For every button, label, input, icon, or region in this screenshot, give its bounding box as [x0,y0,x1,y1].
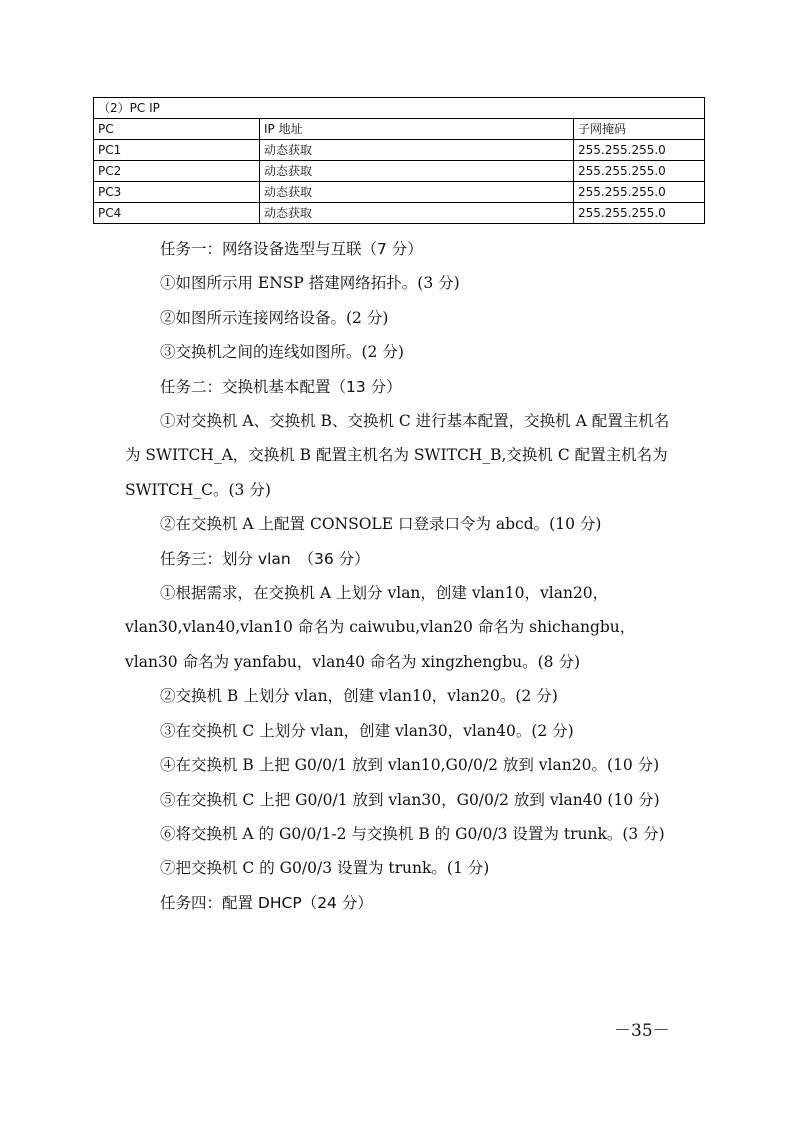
task-3-heading: 任务三：划分 vlan （36 分） [160,549,370,568]
cell-ip: 动态获取 [260,140,574,161]
task-3-item-2: ②交换机 B 上划分 vlan，创建 vlan10，vlan20。(2 分) [160,687,558,706]
task-4-heading: 任务四：配置 DHCP（24 分） [160,893,373,912]
header-pc: PC [94,119,260,140]
cell-pc: PC2 [94,161,260,182]
task-1-item-1: ①如图所示用 ENSP 搭建网络拓扑。(3 分) [160,274,460,293]
table-row [94,161,705,182]
cell-mask: 255.255.255.0 [574,140,705,161]
cell-pc: PC1 [94,140,260,161]
task-3-item-3: ③在交换机 C 上划分 vlan，创建 vlan30，vlan40。(2 分) [160,721,574,740]
task-1-item-3: ③交换机之间的连线如图所。(2 分) [160,343,404,362]
pc-ip-table [93,97,705,224]
page-number: －35－ [614,1021,670,1041]
table-caption: （2）PC IP [94,98,705,119]
task-3-item-1: ①根据需求，在交换机 A 上划分 vlan，创建 vlan10，vlan20，vlan30,vlan40,vlan10 命名为 caiwubu,vlan20 命名为 shichangbu，vlan30 命名为 yanfabu，vlan40 命名为 xingzhengbu。(8 分) [125,584,636,671]
cell-pc: PC4 [94,203,260,224]
table-row [94,182,705,203]
cell-ip: 动态获取 [260,182,574,203]
table-row [94,140,705,161]
cell-mask: 255.255.255.0 [574,161,705,182]
table-header-row [94,119,705,140]
header-mask: 子网掩码 [574,119,705,140]
table-caption-row [94,98,705,119]
task-3-item-4: ④在交换机 B 上把 G0/0/1 放到 vlan10,G0/0/2 放到 vlan20。(10 分) [160,756,660,775]
cell-ip: 动态获取 [260,161,574,182]
task-2-heading: 任务二：交换机基本配置（13 分） [160,377,402,396]
header-ip: IP 地址 [260,119,574,140]
cell-pc: PC3 [94,182,260,203]
task-3-item-7: ⑦把交换机 C 的 G0/0/3 设置为 trunk。(1 分) [160,859,490,878]
task-1-item-2: ②如图所示连接网络设备。(2 分) [160,308,389,327]
task-3-item-5: ⑤在交换机 C 上把 G0/0/1 放到 vlan30，G0/0/2 放到 vlan40 (10 分) [160,790,660,809]
task-3-item-6: ⑥将交换机 A 的 G0/0/1-2 与交换机 B 的 G0/0/3 设置为 trunk。(3 分) [160,824,665,843]
task-2-item-2: ②在交换机 A 上配置 CONSOLE 口登录口令为 abcd。(10 分) [160,515,602,534]
cell-mask: 255.255.255.0 [574,203,705,224]
task-2-item-1: ①对交换机 A、交换机 B、交换机 C 进行基本配置，交换机 A 配置主机名为 SWITCH_A，交换机 B 配置主机名为 SWITCH_B,交换机 C 配置主机名为 SWITCH_C。(3 分) [125,412,670,499]
task-1-heading: 任务一：网络设备选型与互联（7 分） [160,240,423,258]
task-body [125,232,680,920]
table-row [94,203,705,224]
cell-mask: 255.255.255.0 [574,182,705,203]
cell-ip: 动态获取 [260,203,574,224]
